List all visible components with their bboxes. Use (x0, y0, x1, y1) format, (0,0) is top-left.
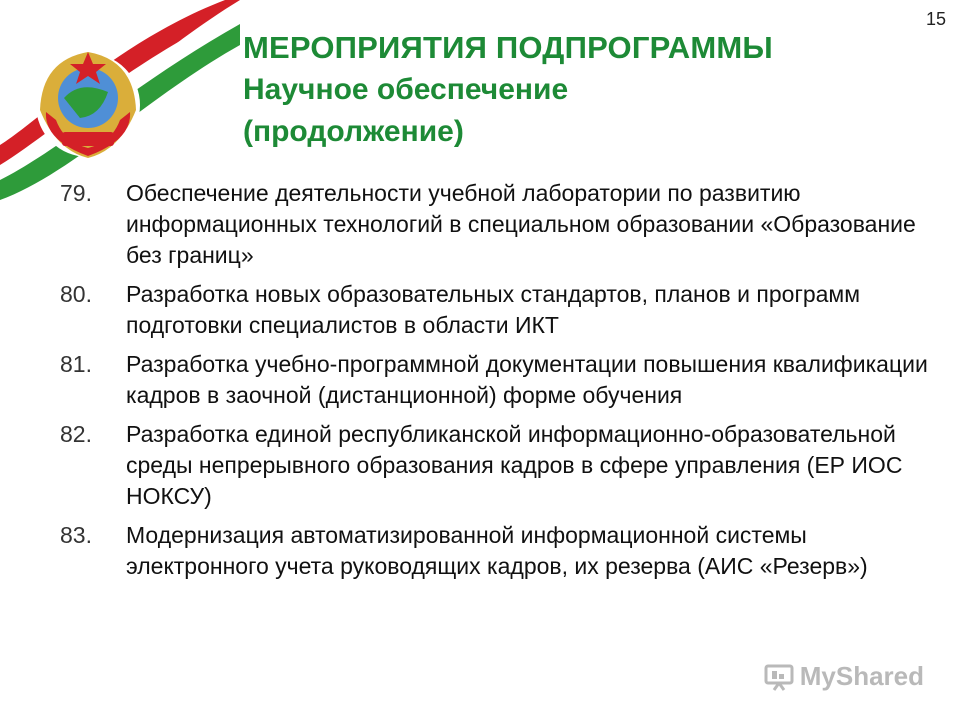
item-text: Разработка учебно-программной документации повышения квалификации кадров в заочной (дистанционной) форме обучения (126, 351, 928, 408)
belarus-coat-of-arms-icon (36, 52, 140, 158)
watermark-logo (764, 661, 924, 692)
item-text: Разработка единой республиканской информационно-образовательной среды непрерывного образования кадров в сфере управления (ЕР ИОС НОКСУ) (126, 421, 903, 509)
title-main: МЕРОПРИЯТИЯ ПОДПРОГРАММЫ (243, 30, 773, 65)
measures-list (60, 178, 940, 590)
list-item (60, 279, 940, 341)
slide-number: 15 (925, 9, 946, 29)
title-sub-line1: Научное обеспечение (243, 73, 569, 106)
item-text: Модернизация автоматизированной информационной системы электронного учета руководящих кадров, их резерва (АИС «Резерв») (126, 522, 868, 579)
item-number: 83. (60, 522, 92, 548)
item-text: Обеспечение деятельности учебной лаборатории по развитию информационных технологий в специальном образовании «Образование без границ» (126, 180, 916, 268)
list-item (60, 520, 940, 582)
item-text: Разработка новых образовательных стандартов, планов и программ подготовки специалистов в области ИКТ (126, 281, 861, 338)
slide-title (243, 28, 773, 152)
item-number: 79. (60, 180, 92, 206)
list-item (60, 178, 940, 271)
presentation-icon (764, 663, 794, 691)
item-number: 81. (60, 351, 92, 377)
list-item (60, 419, 940, 512)
title-sub-line2: (продолжение) (243, 115, 464, 148)
item-number: 80. (60, 281, 92, 307)
flag-ribbon-decor (0, 0, 240, 200)
watermark-text: MyShared (799, 661, 924, 691)
item-number: 82. (60, 421, 92, 447)
list-item (60, 349, 940, 411)
